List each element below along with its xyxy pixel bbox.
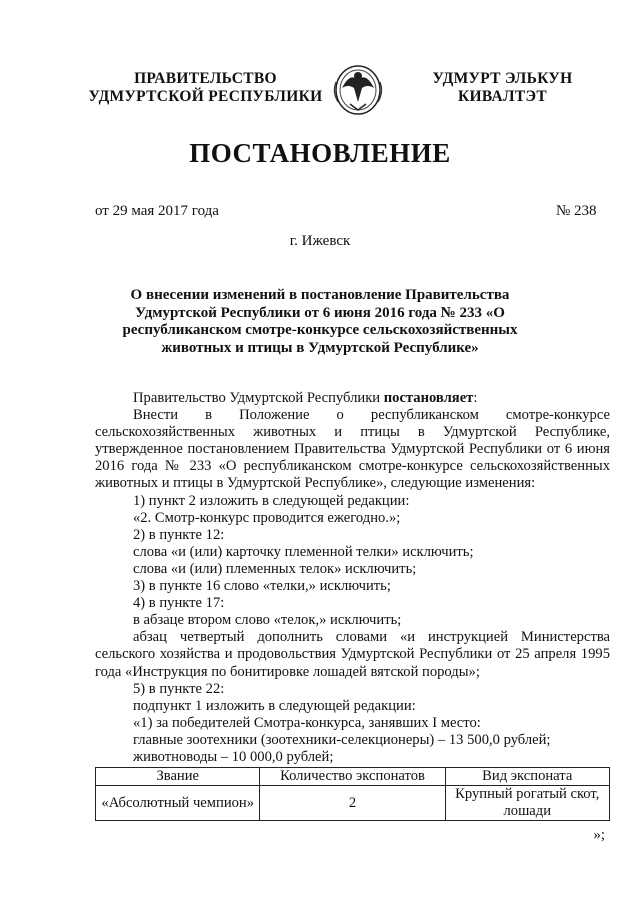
table-header-cell: Вид экспоната (445, 768, 610, 786)
document-body (95, 390, 610, 766)
list-line: 4) в пункте 17: (133, 595, 225, 612)
government-header-russian (88, 70, 323, 106)
table-header-cell: Количество экспонатов (260, 768, 445, 786)
table-cell: 2 (260, 786, 445, 821)
document-number: № 238 (556, 203, 597, 219)
header-right-line1: УДМУРТ ЭЛЬКУН (432, 70, 573, 87)
award-table (95, 767, 610, 821)
intro-colon: : (473, 390, 478, 406)
paragraph-9-line1: абзац четвертый дополнить словами «и инструкцией Министерства (133, 629, 610, 646)
list-line: «1) за победителей Смотра-конкурса, занявших I место: (133, 714, 481, 731)
closing-quote: »; (593, 827, 605, 843)
header-left-line1: ПРАВИТЕЛЬСТВО (134, 70, 277, 87)
document-subject: О внесении изменений в постановление Правительства Удмуртской Республики от 6 июня 2016 года № 233 «О республиканском смотре-конкурсе сельскохозяйственных животных и птицы в Удмуртской Республике» (122, 287, 518, 356)
list-line: «2. Смотр-конкурс проводится ежегодно.»; (133, 509, 401, 526)
list-line: главные зоотехники (зоотехники-селекционеры) – 13 500,0 рублей; (133, 731, 551, 748)
government-header-udmurt (410, 70, 595, 106)
intro-text: Правительство Удмуртской Республики (133, 390, 384, 406)
paragraph-1-line1: Внести в Положение о республиканском смотре-конкурсе (133, 407, 610, 424)
table-header-row (96, 768, 610, 786)
list-line: животноводы – 10 000,0 рублей; (133, 748, 334, 765)
table-header-cell: Звание (96, 768, 260, 786)
list-line: 1) пункт 2 изложить в следующей редакции: (133, 492, 410, 509)
intro-bold: постановляет (383, 390, 474, 406)
intro-paragraph (95, 390, 610, 407)
table-cell: Крупный рогатый скот, лошади (445, 786, 610, 821)
list-line: 2) в пункте 12: (133, 526, 225, 543)
paragraph-1-rest: сельскохозяйственных животных и птицы в Удмуртской Республике, утвержденное постановлением Правительства Удмуртской Республики от 6 июня 2016 года № 233 «О республиканском смотре-конкурсе сельскохозяйственных животных и птицы в Удмуртской Республике», следующие изменения: (95, 424, 610, 492)
document-date: от 29 мая 2017 года (95, 203, 219, 219)
list-line: 3) в пункте 16 слово «телки,» исключить; (133, 578, 391, 595)
list-line: слова «и (или) карточку племенной телки» исключить; (133, 543, 474, 560)
table-row (96, 786, 610, 821)
header-left-line2: УДМУРТСКОЙ РЕСПУБЛИКИ (88, 88, 323, 105)
document-city: г. Ижевск (289, 233, 351, 249)
list-line: подпункт 1 изложить в следующей редакции: (133, 697, 416, 714)
document-title: ПОСТАНОВЛЕНИЕ (189, 138, 451, 168)
list-line: в абзаце втором слово «телок,» исключить; (133, 612, 402, 629)
coat-of-arms-icon (328, 58, 388, 118)
header-right-line2: КИВАЛТЭТ (458, 88, 547, 105)
paragraph-9-rest: сельского хозяйства и продовольствия Удмуртской Республики от 25 апреля 1995 года «Инструкция по бонитировке лошадей вятской породы»; (95, 646, 610, 680)
list-line: 5) в пункте 22: (133, 680, 225, 697)
list-line: слова «и (или) племенных телок» исключить; (133, 560, 417, 577)
table-cell: «Абсолютный чемпион» (96, 786, 260, 821)
